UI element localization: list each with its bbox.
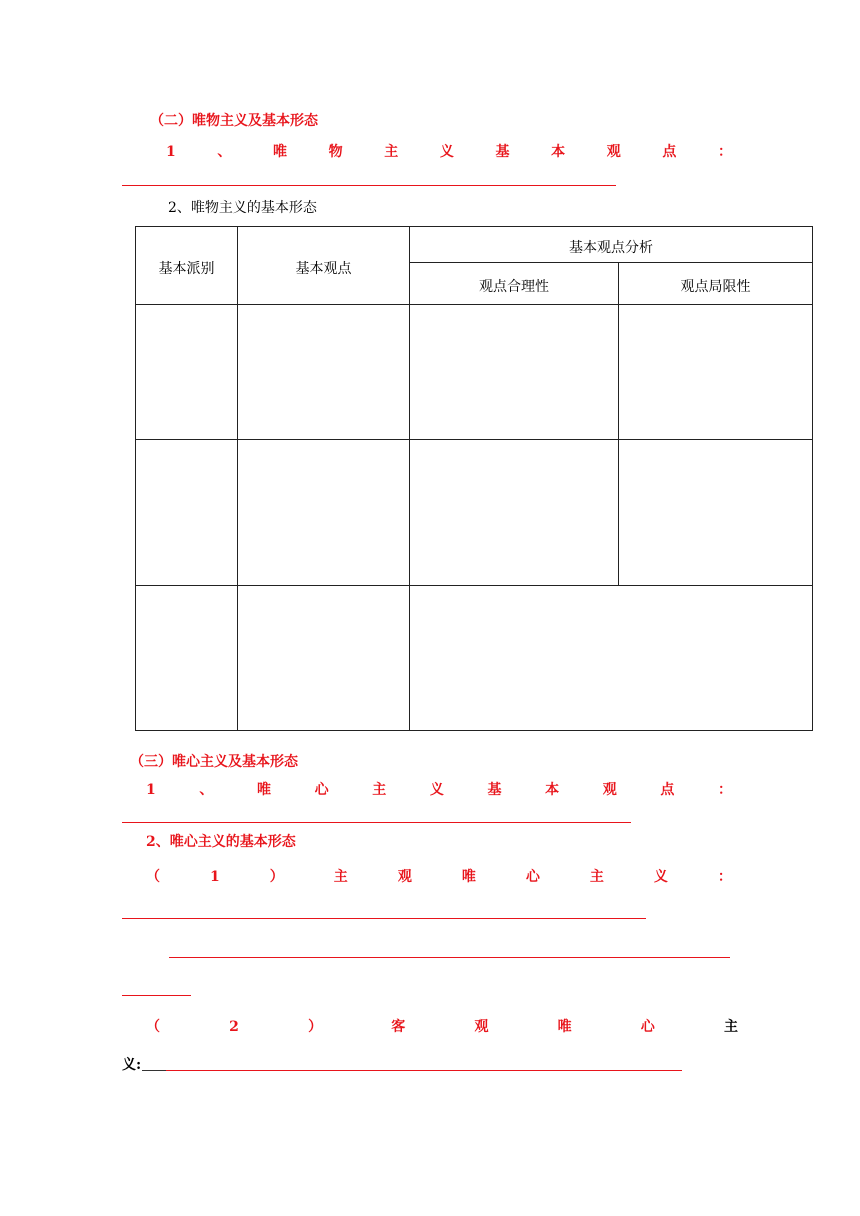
label-char: 1 — [166, 144, 176, 160]
table-cell-row3-view[interactable] — [238, 586, 409, 730]
label-char: 唯 — [257, 782, 271, 798]
label-char: 2 — [229, 1019, 239, 1035]
label-char: 主 — [333, 869, 348, 885]
label-char: ： — [717, 869, 732, 885]
label-char: 义 — [429, 782, 444, 798]
table-cell-row3-analysis[interactable] — [410, 586, 812, 730]
label-char: 唯 — [461, 869, 476, 885]
label-char: 观 — [602, 782, 617, 798]
answer-line-black — [142, 1070, 166, 1071]
label-char: 主 — [384, 144, 399, 160]
objective-idealism-label — [146, 1016, 738, 1036]
label-char: 主 — [723, 1019, 738, 1035]
label-char: 客 — [391, 1019, 406, 1035]
label-char: 1 — [146, 782, 156, 798]
label-char: 观 — [397, 869, 412, 885]
label-char: ： — [718, 144, 732, 160]
header-view: 基本观点 — [295, 261, 352, 277]
section-3-item-1-label — [146, 779, 732, 799]
label-char: 主 — [372, 782, 387, 798]
section-2-item-1-label — [166, 141, 732, 161]
label-char: 点 — [660, 782, 675, 798]
label-char: 物 — [328, 144, 343, 160]
answer-line[interactable] — [166, 1070, 682, 1071]
label-char: 基 — [487, 782, 502, 798]
label-char: 点 — [662, 144, 677, 160]
label-char: （ — [146, 869, 160, 885]
section-3-item-2-heading: 2、唯心主义的基本形态 — [146, 834, 296, 850]
answer-line[interactable] — [122, 822, 631, 823]
label-char: 、 — [217, 144, 232, 160]
label-char: 心 — [640, 1019, 655, 1035]
label-char: 唯 — [557, 1019, 572, 1035]
label-char: 观 — [474, 1019, 489, 1035]
label-char: 心 — [525, 869, 540, 885]
header-school: 基本派别 — [158, 261, 215, 277]
label-char: （ — [146, 1019, 160, 1035]
label-char: 主 — [589, 869, 604, 885]
table-cell-row2-view[interactable] — [238, 440, 409, 585]
answer-line[interactable] — [122, 918, 646, 919]
section-2-heading: （二）唯物主义及基本形态 — [150, 113, 318, 129]
objective-idealism-line-start: 义: — [122, 1057, 142, 1073]
label-char: 义 — [653, 869, 668, 885]
table-cell-row2-limitation[interactable] — [619, 440, 812, 585]
answer-line[interactable] — [122, 995, 191, 996]
section-2-item-2-heading: 2、唯物主义的基本形态 — [168, 200, 317, 216]
label-char: 、 — [199, 782, 214, 798]
table-cell-row3-school[interactable] — [136, 586, 237, 730]
subjective-idealism-label — [146, 866, 732, 886]
table-cell-row1-reasonable[interactable] — [410, 305, 618, 439]
section-3-heading: （三）唯心主义及基本形态 — [130, 754, 298, 770]
label-char: 本 — [551, 144, 566, 160]
table-cell-row2-school[interactable] — [136, 440, 237, 585]
label-char: ） — [269, 869, 284, 885]
label-char: 本 — [545, 782, 560, 798]
answer-line[interactable] — [169, 957, 730, 958]
answer-line[interactable] — [122, 185, 616, 186]
label-char: 心 — [314, 782, 329, 798]
table-cell-row1-school[interactable] — [136, 305, 237, 439]
header-analysis: 基本观点分析 — [569, 240, 653, 256]
table-cell-row1-limitation[interactable] — [619, 305, 812, 439]
label-char: 1 — [210, 869, 220, 885]
table-cell-row1-view[interactable] — [238, 305, 409, 439]
label-char: 唯 — [273, 144, 287, 160]
table-cell-row2-reasonable[interactable] — [410, 440, 618, 585]
header-reasonable: 观点合理性 — [479, 279, 549, 295]
header-limitation: 观点局限性 — [680, 279, 751, 295]
label-char: 观 — [606, 144, 621, 160]
label-char: 基 — [495, 144, 510, 160]
label-char: 义 — [439, 144, 454, 160]
label-char: ） — [308, 1019, 323, 1035]
label-char: ： — [718, 782, 732, 798]
